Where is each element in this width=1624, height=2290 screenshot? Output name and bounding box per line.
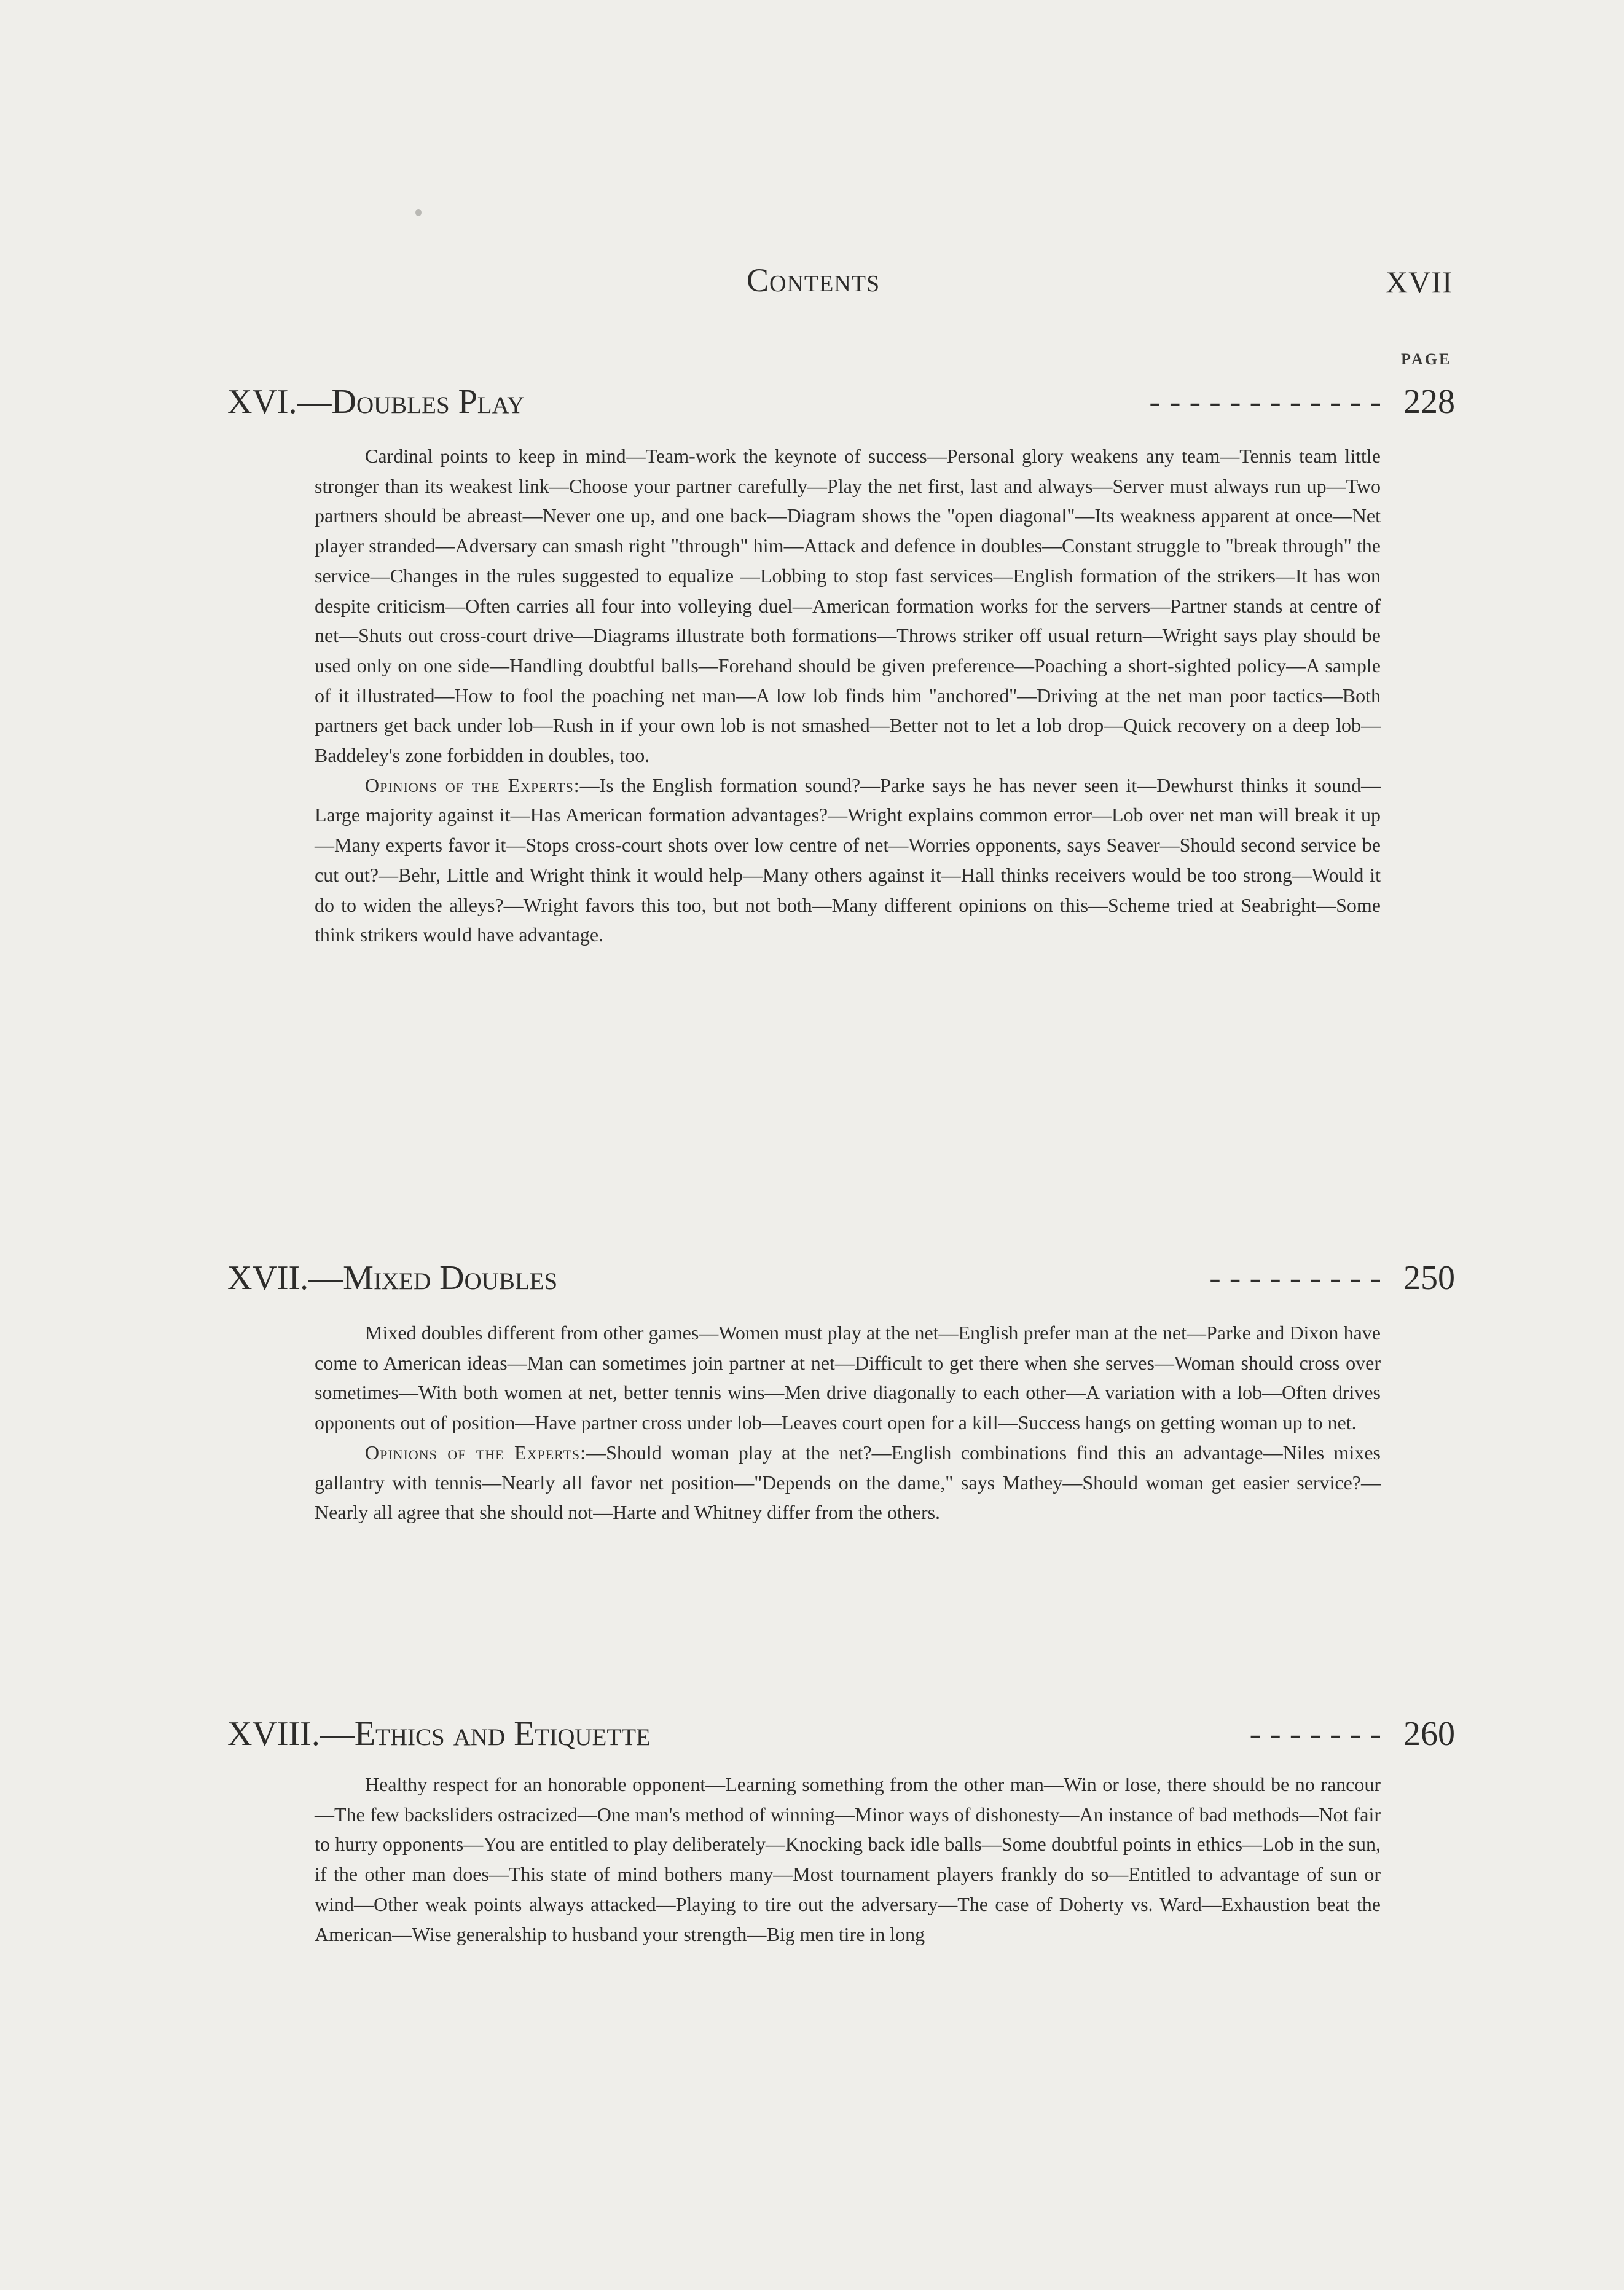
dot-leaders: - - - - - - - - - - - - — [1149, 383, 1381, 421]
chapter-title: XVII.—Mixed Doubles — [227, 1259, 558, 1297]
chapter-heading-xviii — [227, 1714, 1455, 1757]
chapter-page-number: 228 — [1403, 383, 1455, 421]
chapter-title: XVI.—Doubles Play — [227, 383, 525, 421]
running-header-page-numeral: XVII — [1386, 265, 1453, 299]
chapter-synopsis-xvi — [315, 441, 1381, 950]
chapter-synopsis-xviii — [315, 1770, 1381, 1949]
chapter-page-number: 260 — [1403, 1715, 1455, 1753]
experts-lead: Opinions of the Experts: — [365, 774, 580, 796]
dot-leaders: - - - - - - - - - — [1209, 1259, 1381, 1297]
chapter-title: XVIII.—Ethics and Etiquette — [227, 1715, 651, 1753]
experts-text: —Is the English formation sound?—Parke says he has never seen it—Dewhurst thinks it sound—Large majority against it—Has American formation advantages?—Wright explains common error—Lob over net man will break it up—Many experts favor it—Stops cross-court shots over low centre of net—Worries opponents, says Seaver—Should second service be cut out?—Behr, Little and Wright think it would help—Many others against it—Hall thinks receivers would be too strong—Would it do to widen the alleys?—Wright favors this too, but not both—Many different opinions on this—Scheme tried at Seabright—Some think strikers would have advantage. — [315, 774, 1381, 946]
page-column-label: PAGE — [1401, 350, 1452, 368]
synopsis-paragraph: Cardinal points to keep in mind—Team-work the keynote of success—Personal glory weakens any team—Tennis team little stronger than its weakest link—Choose your partner carefully—Play the net first, last and always—Server must always run up—Two partners should be abreast—Never one up, and one back—Diagram shows the "open diagonal"—Its weakness apparent at once—Net player stranded—Adversary can smash right "through" him—Attack and defence in doubles—Constant struggle to "break through" the service—Changes in the rules suggested to equalize —Lobbing to stop fast services—English formation of the strikers—It has won despite criticism—Often carries all four into volleying duel—American formation works for the servers—Partner stands at centre of net—Shuts out cross-court drive—Diagrams illustrate both formations—Throws striker off usual return—Wright says play should be used only on one side—Handling doubtful balls—Forehand should be given preference—Poaching a short-sighted policy—A sample of it illustrated—How to fool the poaching net man—A low lob finds him "anchored"—Driving at the net man poor tactics—Both partners get back under lob—Rush in if your own lob is not smashed—Better not to let a lob drop—Quick recovery on a deep lob—Baddeley's zone forbidden in doubles, too. — [315, 445, 1381, 767]
experts-paragraph — [315, 771, 1381, 950]
running-header-title: Contents — [747, 262, 881, 299]
dot-leaders: - - - - - - - — [1249, 1715, 1381, 1753]
chapter-synopsis-xvii — [315, 1318, 1381, 1527]
experts-paragraph — [315, 1438, 1381, 1527]
chapter-heading-xvii — [227, 1258, 1455, 1301]
synopsis-paragraph: Healthy respect for an honorable opponent—Learning something from the other man—Win or lose, there should be no rancour—The few backsliders ostracized—One man's method of winning—Minor ways of dishonesty—An instance of bad methods—Not fair to hurry opponents—You are entitled to play deliberately—Knocking back idle balls—Some doubtful points in ethics—Lob in the sun, if the other man does—This state of mind bothers many—Most tournament players frankly do so—Entitled to advantage of sun or wind—Other weak points always attacked—Playing to tire out the adversary—The case of Doherty vs. Ward—Exhaustion beat the American—Wise generalship to husband your strength—Big men tire in long — [315, 1773, 1381, 1945]
chapter-page-number: 250 — [1403, 1259, 1455, 1297]
experts-lead: Opinions of the Experts: — [365, 1441, 587, 1464]
ink-smudge — [415, 209, 422, 216]
experts-text: —Should woman play at the net?—English combinations find this an advantage—Niles mixes gallantry with tennis—Nearly all favor net position—"Depends on the dame," says Mathey—Should woman get easier service?—Nearly all agree that she should not—Harte and Whitney differ from the others. — [315, 1441, 1381, 1524]
synopsis-paragraph: Mixed doubles different from other games—Women must play at the net—English prefer man at the net—Parke and Dixon have come to American ideas—Man can sometimes join partner at net—Difficult to get there when she serves—Woman should cross over sometimes—With both women at net, better tennis wins—Men drive diagonally to each other—A variation with a lob—Often drives opponents out of position—Have partner cross under lob—Leaves court open for a kill—Success hangs on getting woman up to net. — [315, 1322, 1381, 1434]
chapter-heading-xvi — [227, 382, 1455, 425]
